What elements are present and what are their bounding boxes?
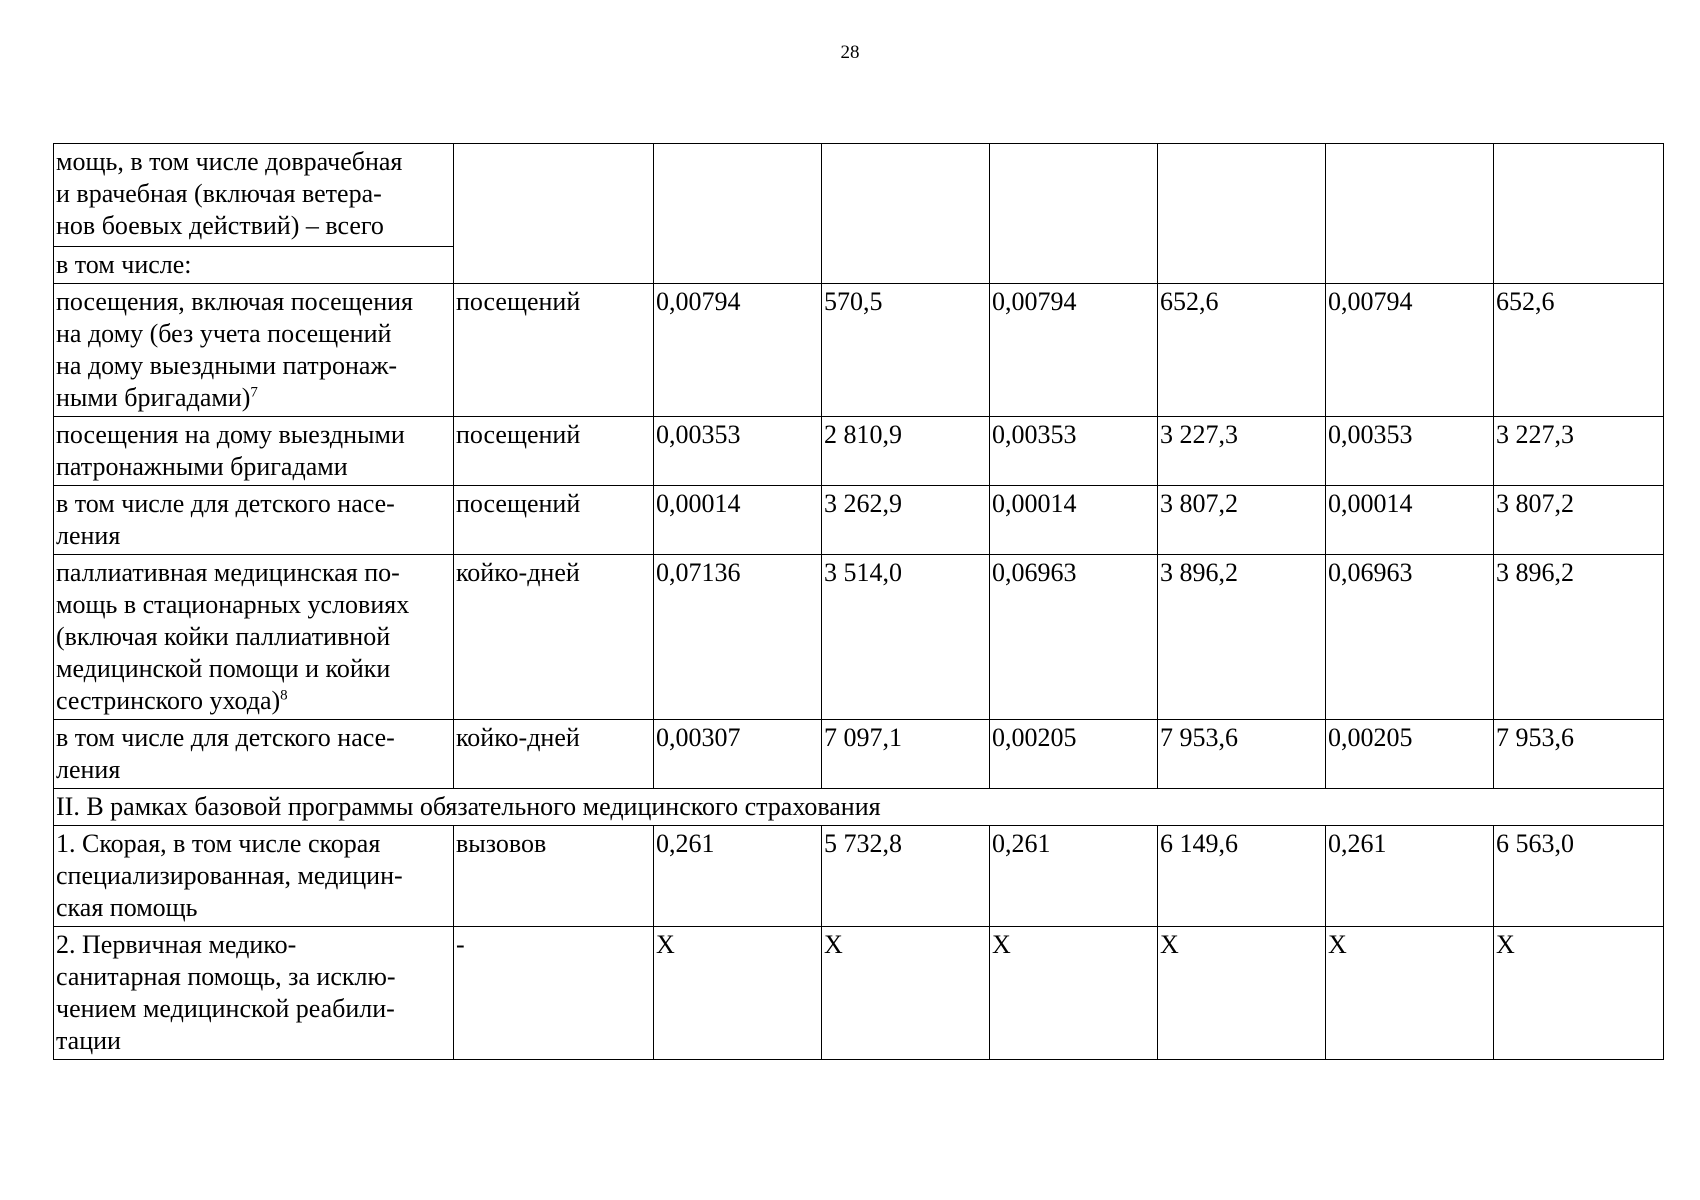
unit-cell: вызовов	[454, 826, 654, 927]
unit-cell: посещений	[454, 284, 654, 417]
value-cell: 6 563,0	[1494, 826, 1664, 927]
table-row	[54, 144, 1664, 247]
value-cell: 652,6	[1494, 284, 1664, 417]
empty-cell	[1494, 144, 1664, 284]
value-cell: Х	[1494, 927, 1664, 1060]
empty-cell	[654, 144, 822, 284]
value-cell: Х	[1158, 927, 1326, 1060]
value-cell: Х	[1326, 927, 1494, 1060]
row-name-text: паллиативная медицинская по- мощь в стационарных условиях (включая койки паллиативной медицинской помощи и койки сестринского ухода)	[56, 558, 410, 715]
value-cell: Х	[654, 927, 822, 1060]
empty-cell	[454, 144, 654, 284]
row-name-cell	[54, 720, 454, 789]
value-cell: 3 262,9	[822, 486, 990, 555]
value-cell: 0,06963	[1326, 555, 1494, 720]
row-name-cell	[54, 284, 454, 417]
value-cell: 0,00205	[1326, 720, 1494, 789]
table-row	[54, 927, 1664, 1060]
value-cell: 6 149,6	[1158, 826, 1326, 927]
value-cell: 0,00014	[1326, 486, 1494, 555]
empty-cell	[1326, 144, 1494, 284]
unit-cell: -	[454, 927, 654, 1060]
value-cell: 0,07136	[654, 555, 822, 720]
unit-cell: койко-дней	[454, 720, 654, 789]
value-cell: 652,6	[1158, 284, 1326, 417]
table-body	[54, 144, 1664, 1060]
value-cell: 0,00794	[1326, 284, 1494, 417]
table-row	[54, 417, 1664, 486]
row-name-cell	[54, 417, 454, 486]
unit-cell: посещений	[454, 417, 654, 486]
value-cell: Х	[990, 927, 1158, 1060]
row-name-text: посещения на дому выездными патронажными бригадами	[56, 420, 405, 481]
value-cell: 2 810,9	[822, 417, 990, 486]
value-cell: 5 732,8	[822, 826, 990, 927]
row-name-cell	[54, 555, 454, 720]
value-cell: 3 514,0	[822, 555, 990, 720]
value-cell: 0,261	[990, 826, 1158, 927]
row-name-cell	[54, 486, 454, 555]
row-name-cell	[54, 927, 454, 1060]
footnote-ref: 8	[280, 687, 288, 704]
value-cell: 7 097,1	[822, 720, 990, 789]
value-cell: 3 227,3	[1494, 417, 1664, 486]
value-cell: 0,261	[1326, 826, 1494, 927]
empty-cell	[822, 144, 990, 284]
row-name-text: в том числе для детского насе- ления	[56, 489, 395, 550]
value-cell: 0,00014	[990, 486, 1158, 555]
empty-cell	[990, 144, 1158, 284]
empty-cell	[1158, 144, 1326, 284]
data-table	[53, 143, 1664, 1060]
value-cell: 0,00014	[654, 486, 822, 555]
section-row	[54, 789, 1664, 826]
table-row	[54, 826, 1664, 927]
row-name-text: в том числе для детского насе- ления	[56, 723, 395, 784]
row-name-text: 1. Скорая, в том числе скорая специализированная, медицин- ская помощь	[56, 829, 403, 922]
footnote-ref: 7	[250, 384, 258, 401]
value-cell: 0,261	[654, 826, 822, 927]
row-name-cell: в том числе:	[54, 247, 454, 284]
value-cell: 0,00353	[1326, 417, 1494, 486]
value-cell: 0,00794	[654, 284, 822, 417]
section-header: II. В рамках базовой программы обязательного медицинского страхования	[54, 789, 1664, 826]
value-cell: 3 807,2	[1158, 486, 1326, 555]
unit-cell: посещений	[454, 486, 654, 555]
page-number: 28	[840, 42, 860, 63]
value-cell: 570,5	[822, 284, 990, 417]
value-cell: 0,00353	[654, 417, 822, 486]
row-name-cell	[54, 826, 454, 927]
value-cell: 3 227,3	[1158, 417, 1326, 486]
value-cell: Х	[822, 927, 990, 1060]
value-cell: 0,00353	[990, 417, 1158, 486]
value-cell: 7 953,6	[1158, 720, 1326, 789]
value-cell: 0,00307	[654, 720, 822, 789]
value-cell: 3 896,2	[1494, 555, 1664, 720]
table-row	[54, 720, 1664, 789]
value-cell: 3 807,2	[1494, 486, 1664, 555]
value-cell: 0,00794	[990, 284, 1158, 417]
value-cell: 0,06963	[990, 555, 1158, 720]
value-cell: 7 953,6	[1494, 720, 1664, 789]
table-row	[54, 555, 1664, 720]
value-cell: 0,00205	[990, 720, 1158, 789]
row-name-cell: мощь, в том числе доврачебная и врачебная (включая ветера- нов боевых действий) – всего	[54, 144, 454, 247]
row-name-text: 2. Первичная медико- санитарная помощь, за исклю- чением медицинской реабили- тации	[56, 930, 396, 1055]
table-row	[54, 284, 1664, 417]
unit-cell: койко-дней	[454, 555, 654, 720]
value-cell: 3 896,2	[1158, 555, 1326, 720]
row-name-text: посещения, включая посещения на дому (без учета посещений на дому выездными патронаж- ными бригадами)	[56, 287, 414, 412]
table-row	[54, 486, 1664, 555]
